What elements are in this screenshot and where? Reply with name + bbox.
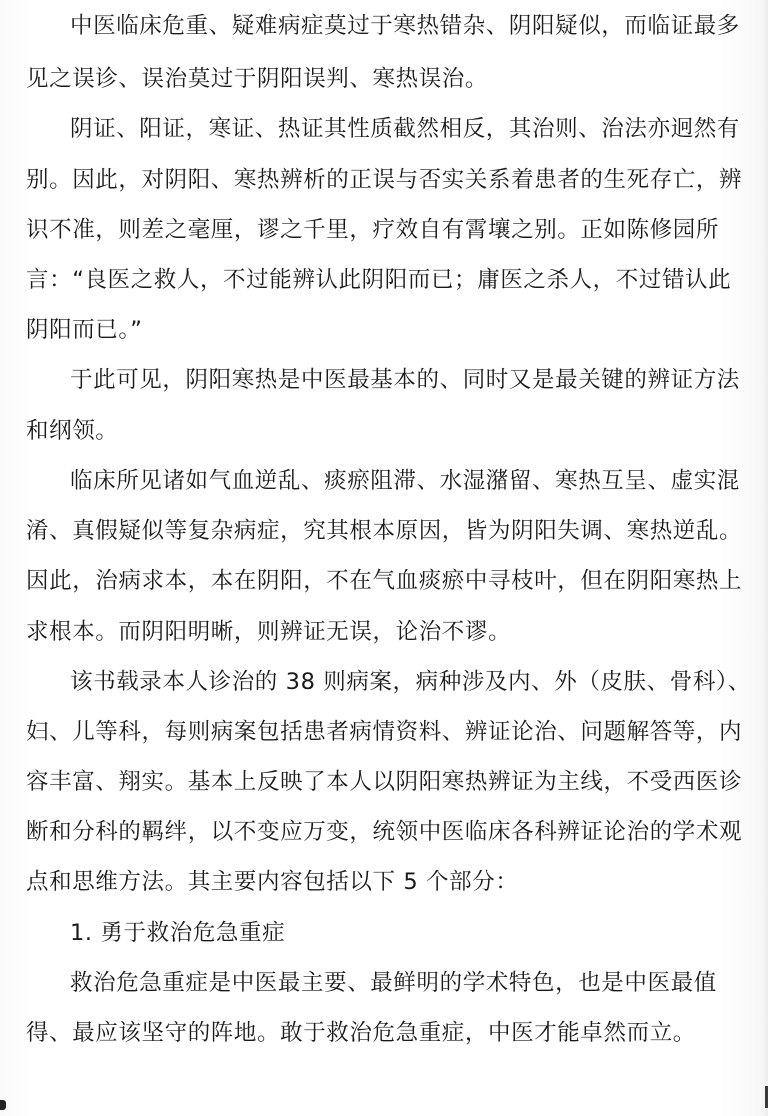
paragraph-2-line-5: 阴阳而已。”: [26, 317, 143, 343]
paragraph-3-line-2: 和纲领。: [26, 418, 119, 444]
scan-edge-shadow: [762, 0, 768, 1116]
paragraph-4-line-4: 求根本。而阴阳明晰，则辨证无误，论治不谬。: [26, 619, 512, 645]
section-heading-1: 1. 勇于救治危急重症: [70, 920, 286, 946]
paragraph-3-line-1: 于此可见，阴阳寒热是中医最基本的、同时又是最关键的辨证方法: [70, 367, 740, 393]
paragraph-6-line-1: 救治危急重症是中医最主要、最鲜明的学术特色，也是中医最值: [70, 970, 717, 996]
paragraph-5-line-1: 该书载录本人诊治的 38 则病案，病种涉及内、外（皮肤、骨科）、: [70, 669, 751, 695]
paragraph-2-line-3: 识不准，则差之毫厘，谬之千里，疗效自有霄壤之别。正如陈修园所: [26, 217, 720, 243]
paragraph-5-line-4: 断和分科的羁绊，以不变应万变，统领中医临床各科辨证论治的学术观: [26, 819, 743, 845]
paragraph-2-line-2: 别。因此，对阴阳、寒热辨析的正误与否实关系着患者的生死存亡，辨: [26, 167, 743, 193]
paragraph-4-line-1: 临床所见诸如气血逆乱、痰瘀阻滞、水湿潴留、寒热互呈、虚实混: [70, 468, 740, 494]
paragraph-1-line-2: 见之误诊、误治莫过于阴阳误判、寒热误治。: [26, 66, 489, 92]
paragraph-4-line-3: 因此，治病求本，本在阴阳，不在气血痰瘀中寻枝叶，但在阴阳寒热上: [26, 568, 743, 594]
paragraph-5-line-2: 妇、儿等科，每则病案包括患者病情资料、辨证论治、问题解答等，内: [26, 719, 743, 745]
paragraph-1-line-1: 中医临床危重、疑难病症莫过于寒热错杂、阴阳疑似，而临证最多: [70, 13, 740, 39]
paragraph-6-line-2: 得、最应该坚守的阵地。敢于救治危急重症，中医才能卓然而立。: [26, 1020, 696, 1046]
paragraph-5-line-3: 容丰富、翔实。基本上反映了本人以阴阳寒热辨证为主线，不受西医诊: [26, 769, 743, 795]
paragraph-2-line-4: 言：“良医之救人，不过能辨认此阴阳而已；庸医之杀人，不过错认此: [26, 267, 732, 293]
scan-mark-left: [0, 1100, 6, 1110]
paragraph-5-line-5: 点和思维方法。其主要内容包括以下 5 个部分：: [26, 869, 519, 895]
paragraph-4-line-2: 淆、真假疑似等复杂病症，究其根本原因，皆为阴阳失调、寒热逆乱。: [26, 518, 743, 544]
paragraph-2-line-1: 阴证、阳证，寒证、热证其性质截然相反，其治则、治法亦迥然有: [70, 116, 740, 142]
